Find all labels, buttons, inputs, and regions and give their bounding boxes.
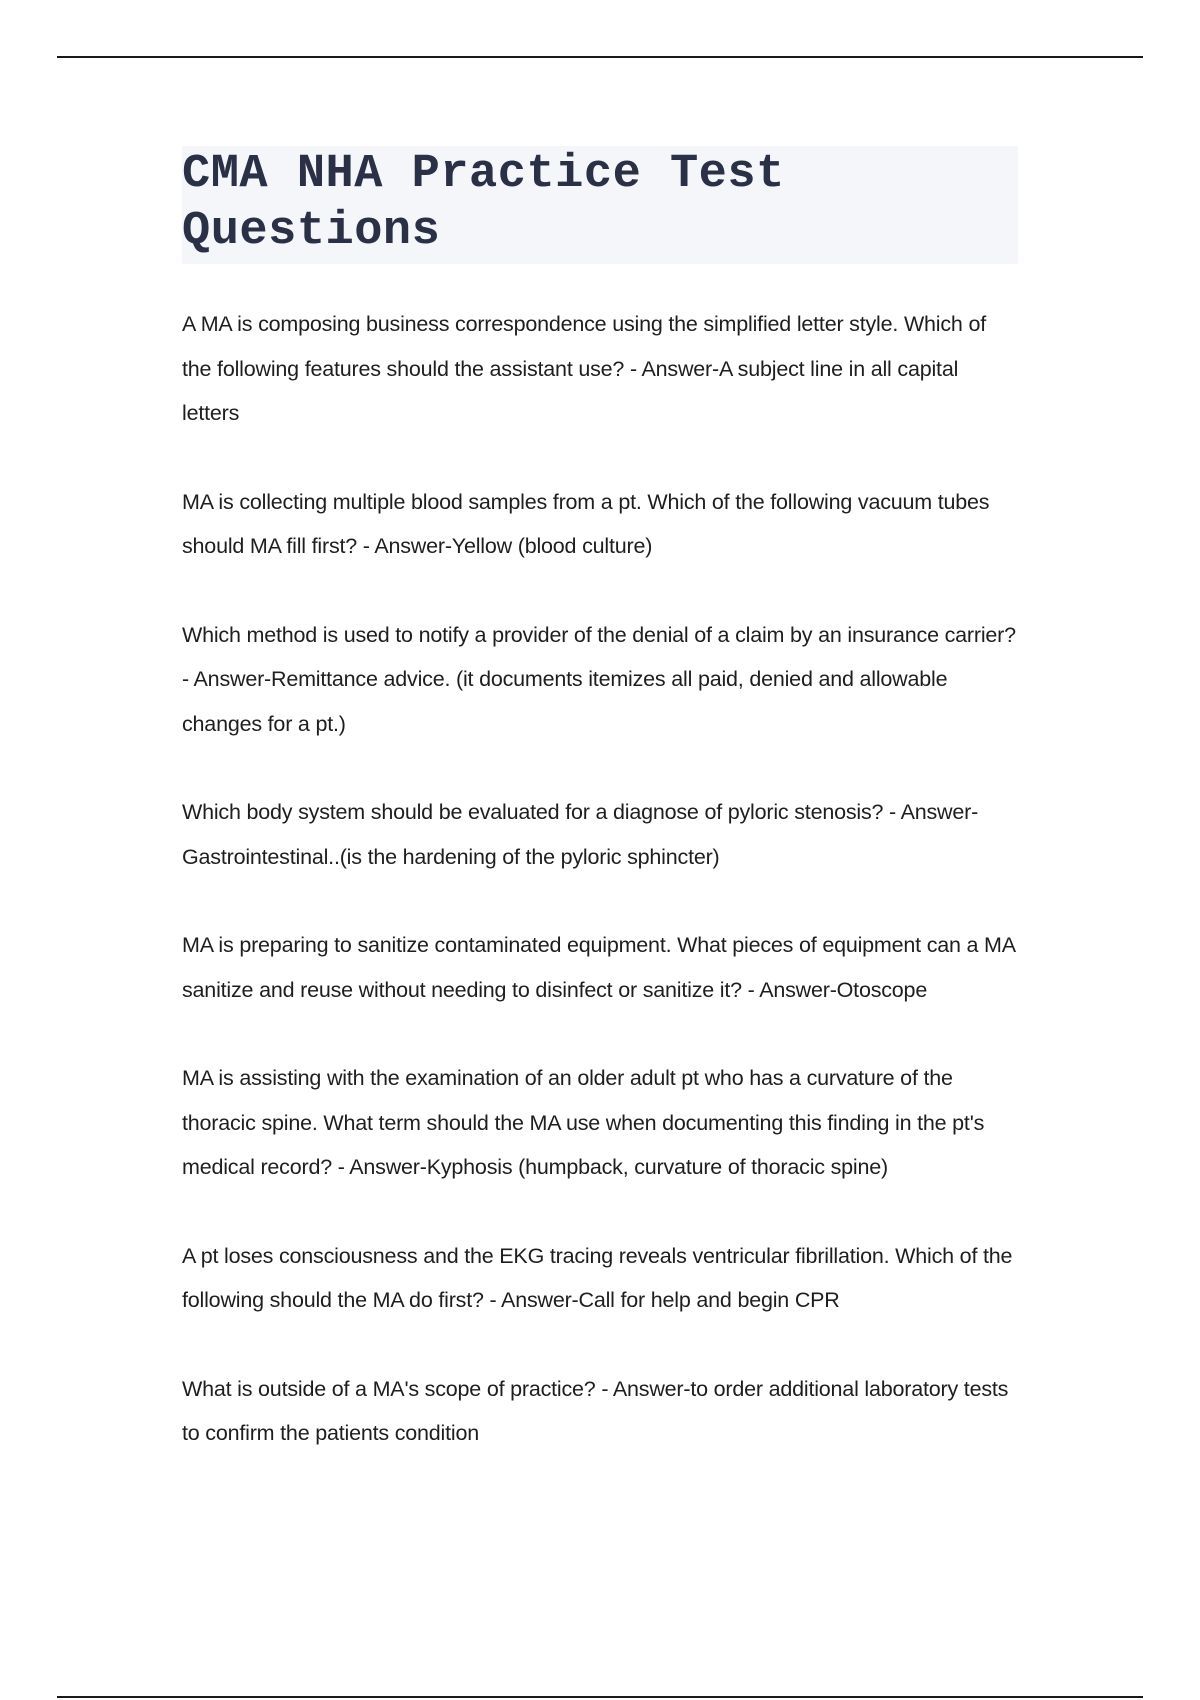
- qa-item-2: MA is collecting multiple blood samples from a pt. Which of the following vacuum tubes should MA fill first? - Answer-Yellow (blood culture): [182, 489, 990, 558]
- bottom-rule: [57, 1696, 1143, 1698]
- qa-item-4: Which body system should be evaluated for a diagnose of pyloric stenosis? - Answer-Gastrointestinal..(is the hardening of the pyloric sphincter): [182, 800, 979, 869]
- qa-item-1: A MA is composing business correspondence using the simplified letter style. Which of the following features should the assistant use? - Answer-A subject line in all capital letters: [182, 312, 986, 425]
- page-content: [182, 146, 1018, 1500]
- qa-item-6: MA is assisting with the examination of an older adult pt who has a curvature of the thoracic spine. What term should the MA use when documenting this finding in the pt's medical record? - Answer-Kyphosis (humpback, curvature of thoracic spine): [182, 1066, 985, 1179]
- qa-item-7: A pt loses consciousness and the EKG tracing reveals ventricular fibrillation. Which of the following should the MA do first? - Answer-Call for help and begin CPR: [182, 1243, 1013, 1312]
- qa-item-8: What is outside of a MA's scope of practice? - Answer-to order additional laboratory tests to confirm the patients condition: [182, 1376, 1009, 1445]
- qa-item-3: Which method is used to notify a provider of the denial of a claim by an insurance carrier? - Answer-Remittance advice. (it documents itemizes all paid, denied and allowable changes for a pt.): [182, 622, 1016, 736]
- title-box: [182, 146, 1018, 264]
- top-rule: [57, 56, 1143, 58]
- page-title: CMA NHA Practice Test Questions: [182, 148, 785, 258]
- qa-item-5: MA is preparing to sanitize contaminated equipment. What pieces of equipment can a MA sanitize and reuse without needing to disinfect or sanitize it? - Answer-Otoscope: [182, 933, 1015, 1002]
